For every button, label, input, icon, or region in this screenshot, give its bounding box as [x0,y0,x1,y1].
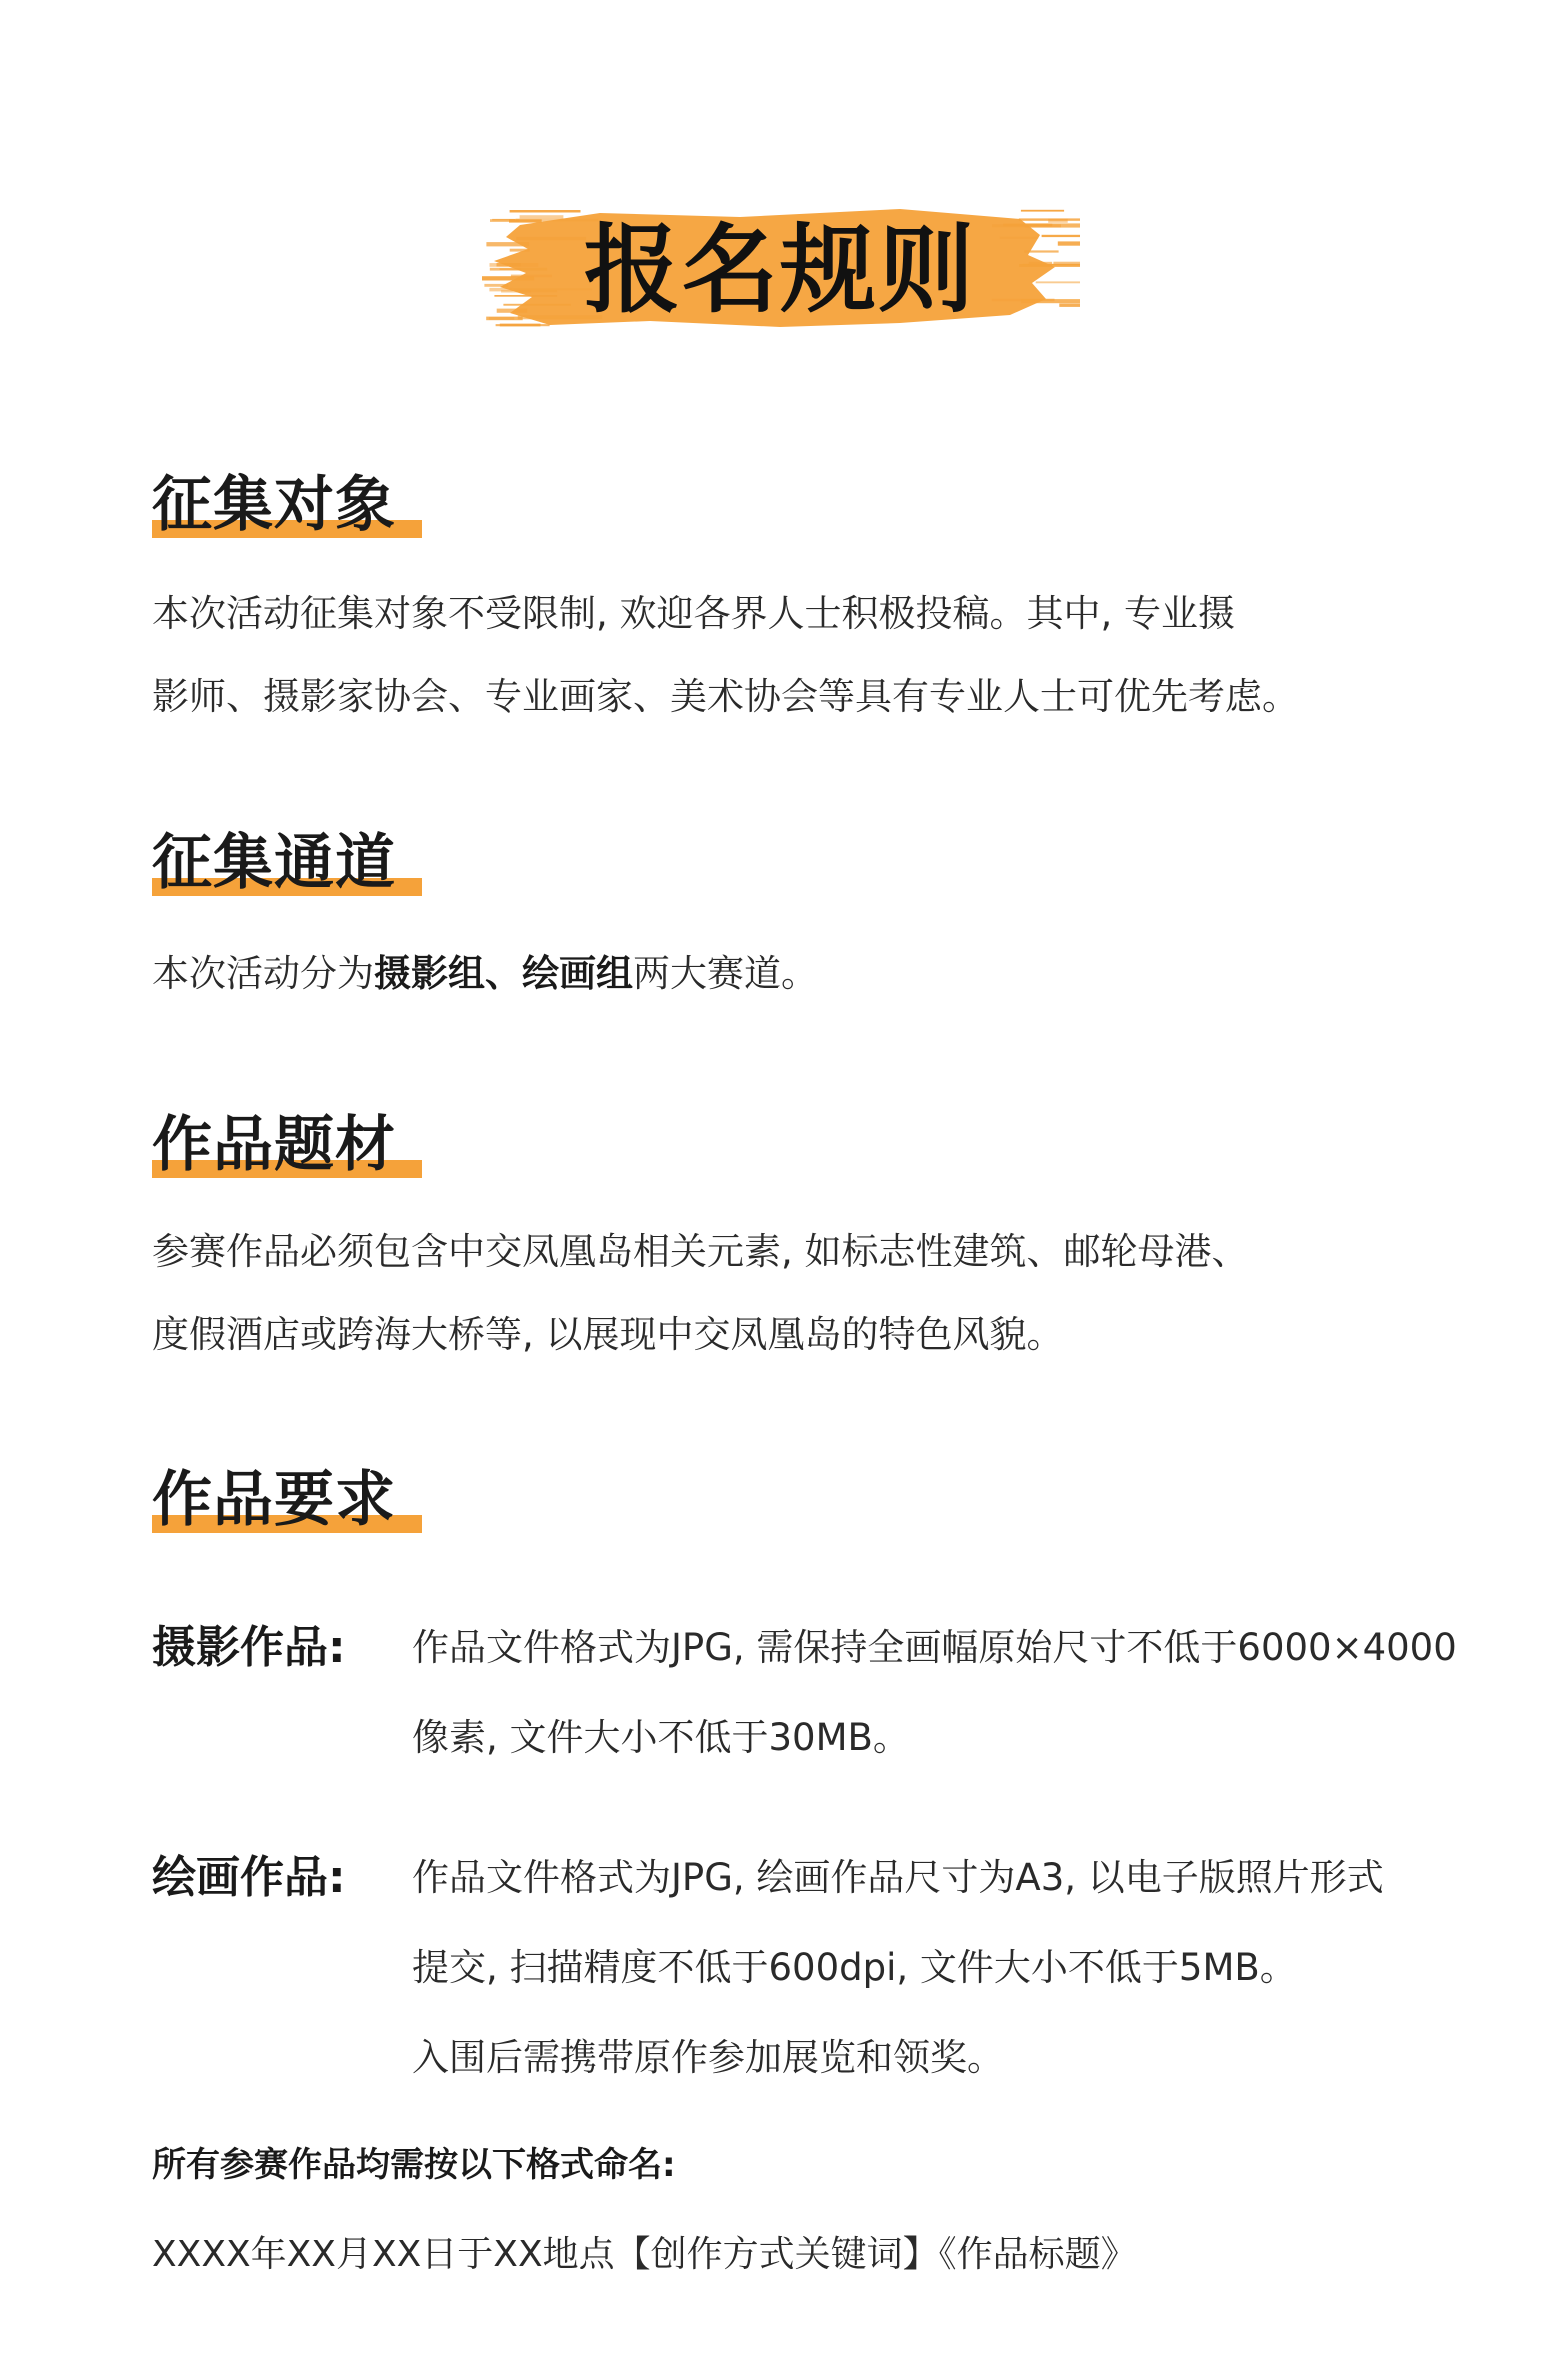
work-theme-paragraph [152,1210,1422,1376]
photography-requirement-text [412,1603,1457,1783]
photography-label: 摄影作品: [152,1622,346,1673]
title-block [480,195,1080,345]
requirement-line: 入围后需携带原作参加展览和领奖。 [412,2036,1004,2079]
paragraph-line: 本次活动征集对象不受限制, 欢迎各界人士积极投稿。其中, 专业摄 [152,592,1236,635]
section-heading-work-requirements [152,1465,396,1535]
naming-format-example: XXXX年XX月XX日于XX地点【创作方式关键词】《作品标题》 [152,2234,1137,2275]
naming-rule-title: 所有参赛作品均需按以下格式命名: [152,2145,676,2185]
page-title: 报名规则 [584,213,976,326]
channel-tracks-bold: 摄影组、绘画组 [374,952,633,995]
section-heading-text: 征集对象 [152,470,396,540]
paragraph-line [152,932,1422,1015]
section-heading-collection-target [152,470,396,540]
painting-label: 绘画作品: [152,1852,346,1903]
channel-text-after: 两大赛道。 [633,952,818,995]
collection-channel-paragraph [152,932,1422,1015]
section-heading-collection-channel [152,828,396,898]
section-heading-work-theme [152,1110,396,1180]
requirement-line: 作品文件格式为JPG, 绘画作品尺寸为A3, 以电子版照片形式 [412,1856,1384,1899]
section-heading-text: 作品题材 [152,1110,396,1180]
requirement-line: 像素, 文件大小不低于30MB。 [412,1716,910,1759]
requirement-line: 作品文件格式为JPG, 需保持全画幅原始尺寸不低于6000×4000 [412,1626,1457,1669]
requirement-line: 提交, 扫描精度不低于600dpi, 文件大小不低于5MB。 [412,1946,1297,1989]
painting-requirement-text [412,1833,1432,2103]
collection-target-paragraph [152,572,1422,738]
section-heading-text: 征集通道 [152,828,396,898]
section-heading-text: 作品要求 [152,1465,396,1535]
paragraph-line: 影师、摄影家协会、专业画家、美术协会等具有专业人士可优先考虑。 [152,675,1299,718]
paragraph-line: 参赛作品必须包含中交凤凰岛相关元素, 如标志性建筑、邮轮母港、 [152,1230,1249,1273]
channel-text-before: 本次活动分为 [152,952,374,995]
paragraph-line: 度假酒店或跨海大桥等, 以展现中交凤凰岛的特色风貌。 [152,1313,1064,1356]
